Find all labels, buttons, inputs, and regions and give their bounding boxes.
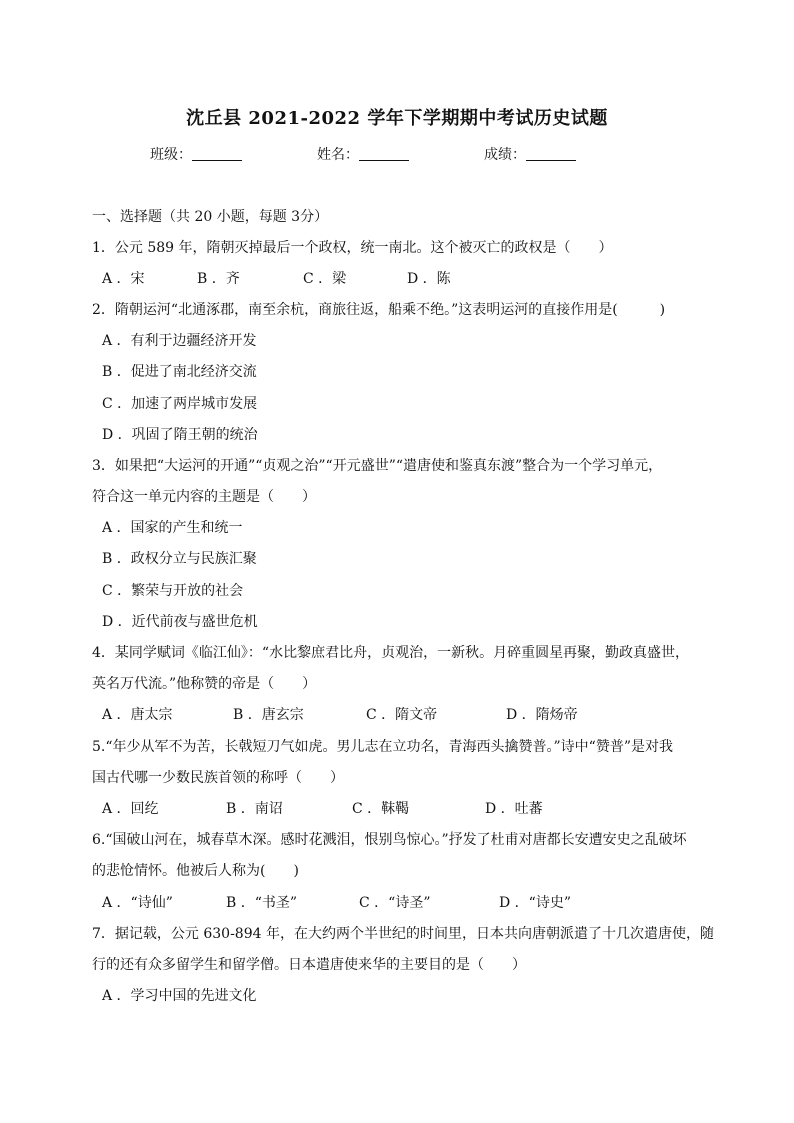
q5-option-a: A ．回纥 <box>102 801 159 817</box>
question-5-text-line1: 5.“年少从军不为苦，长戟短刀气如虎。男儿志在立功名，青海西头擒赞普。”诗中“赞普”是对我 <box>92 739 673 755</box>
q1-option-b: B ．齐 <box>197 271 240 287</box>
class-field <box>150 144 242 164</box>
q2-option-b: B ．促进了南北经济交流 <box>102 364 257 380</box>
q4-option-c: C ．隋文帝 <box>366 707 438 723</box>
q3-option-b: B ．政权分立与民族汇聚 <box>102 551 257 567</box>
q6-option-c: C ．“诗圣” <box>359 895 431 911</box>
q7-option-a: A ．学习中国的先进文化 <box>102 988 257 1004</box>
q3-option-a: A ．国家的产生和统一 <box>102 520 243 536</box>
name-label: 姓名： <box>317 147 359 163</box>
q4-option-d: D ．隋炀帝 <box>506 707 578 723</box>
q2-option-c: C ．加速了两岸城市发展 <box>102 396 258 412</box>
question-6-text-line2: 的悲怆情怀。他被后人称为( ) <box>92 863 299 879</box>
q1-option-c: C ．梁 <box>303 271 347 287</box>
class-label: 班级： <box>150 147 192 163</box>
q2-option-a: A ．有利于边疆经济开发 <box>102 333 257 349</box>
q3-option-c: C ．繁荣与开放的社会 <box>102 583 244 599</box>
question-4-text-line2: 英名万代流。”他称赞的帝是（ ） <box>92 676 317 692</box>
score-blank <box>526 146 576 161</box>
q1-option-a: A ．宋 <box>102 271 145 287</box>
question-3-text-line2: 符合这一单元内容的主题是（ ） <box>92 489 316 505</box>
q2-option-d: D ．巩固了隋王朝的统治 <box>102 427 258 443</box>
q6-option-b: B ．“书圣” <box>226 895 298 911</box>
q4-option-a: A ．唐太宗 <box>102 707 173 723</box>
q3-option-d: D ．近代前夜与盛世危机 <box>102 614 258 630</box>
question-1-text: 1．公元 589 年，隋朝灭掉最后一个政权，统一南北。这个被灭亡的政权是（ ） <box>92 240 613 256</box>
q6-option-d: D ．“诗史” <box>499 895 571 911</box>
q5-option-d: D ．吐蕃 <box>485 801 543 817</box>
question-2-text: 2．隋朝运河“北通涿郡，南至余杭，商旅往返，船乘不绝。”这表明运河的直接作用是( ) <box>92 302 666 318</box>
question-3-text-line1: 3．如果把“大运河的开通”“贞观之治”“开元盛世”“遣唐使和鉴真东渡”整合为一个学习单元， <box>92 458 663 474</box>
score-label: 成绩： <box>484 147 526 163</box>
name-blank <box>359 146 409 161</box>
q4-option-b: B ．唐玄宗 <box>233 707 304 723</box>
score-field <box>484 144 576 164</box>
q5-option-c: C ．靺鞨 <box>352 801 410 817</box>
q6-option-a: A ．“诗仙” <box>102 895 173 911</box>
question-6-text-line1: 6.“国破山河在，城春草木深。感时花溅泪，恨别鸟惊心。”抒发了杜甫对唐都长安遭安史之乱破坏 <box>92 832 687 848</box>
question-7-text-line1: 7．据记载，公元 630-894 年，在大约两个半世纪的时间里，日本共向唐朝派遣了十几次遣唐使，随 <box>92 926 714 942</box>
section-heading: 一、选择题（共 20 小题，每题 3分） <box>92 209 329 225</box>
exam-title: 沈丘县 2021-2022 学年下学期期中考试历史试题 <box>186 108 608 129</box>
q1-option-d: D ．陈 <box>407 271 451 287</box>
question-5-text-line2: 国古代哪一少数民族首领的称呼（ ） <box>92 770 344 786</box>
question-7-text-line2: 行的还有众多留学生和留学僧。日本遣唐使来华的主要目的是（ ） <box>92 957 526 973</box>
question-4-text-line1: 4．某同学赋词《临江仙》：“水比黎庶君比舟，贞观治，一新秋。月碎重圆星再聚，勤政真盛世， <box>92 645 690 661</box>
class-blank <box>192 146 242 161</box>
q5-option-b: B ．南诏 <box>226 801 283 817</box>
name-field <box>317 144 409 164</box>
